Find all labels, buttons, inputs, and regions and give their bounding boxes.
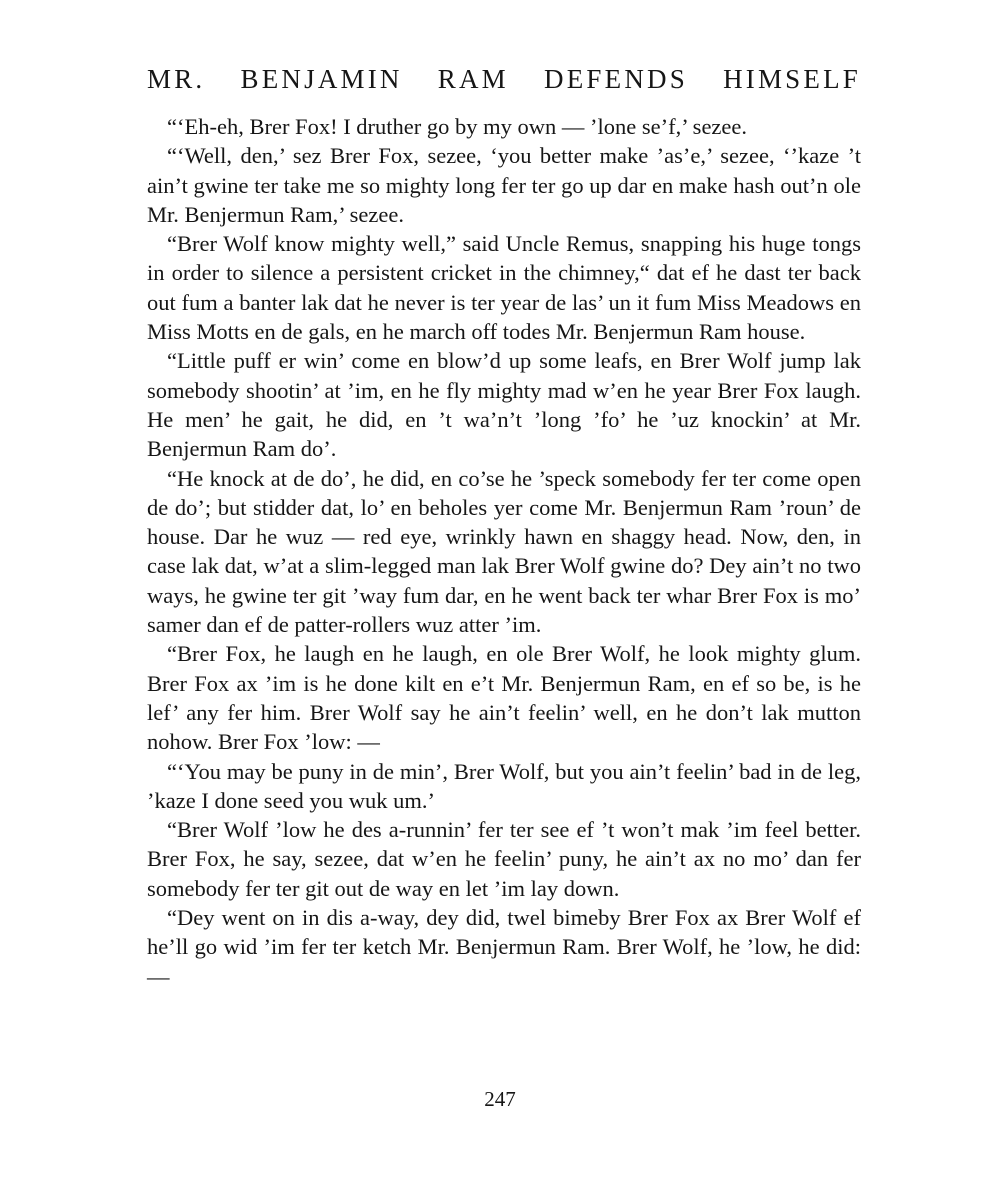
paragraph-5: “He knock at de do’, he did, en co’se he ’speck somebody fer ter come open de do’; but stidder dat, lo’ en beholes yer come Mr. Benjermun Ram ’roun’ de house. Dar he wuz — red eye, wrinkly hawn en shaggy head. Now, den, in case lak dat, w’at a slim-legged man lak Brer Wolf gwine do? Dey ain’t no two ways, he gwine ter git ’way fum dar, en he went back ter whar Brer Fox is mo’ samer dan ef de patter-rollers wuz atter ’im. — [147, 465, 861, 638]
running-head: MR. BENJAMIN RAM DEFENDS HIMSELF — [147, 64, 861, 94]
paragraph-4: “Little puff er win’ come en blow’d up some leafs, en Brer Wolf jump lak somebody shootin’ at ’im, en he fly mighty mad w’en he year Brer Fox laugh. He men’ he gait, he did, en ’t wa’n’t ’long ’fo’ he ’uz knockin’ at Mr. Benjermun Ram do’. — [147, 348, 861, 462]
paragraph-9: “Dey went on in dis a-way, dey did, twel bimeby Brer Fox ax Brer Wolf ef he’ll go wid ’im fer ter ketch Mr. Benjermun Ram. Brer Wolf, he ’low, he did: — — [147, 905, 861, 989]
page-body — [147, 60, 861, 991]
paragraph-2: “‘Well, den,’ sez Brer Fox, sezee, ‘you better make ’as’e,’ sezee, ‘’kaze ’t ain’t gwine ter take me so mighty long fer ter go up dar en make hash out’n ole Mr. Benjermun Ram,’ sezee. — [147, 143, 861, 227]
paragraph-3: “Brer Wolf know mighty well,” said Uncle Remus, snapping his huge tongs in order to silence a persistent cricket in the chimney,“ dat ef he dast ter back out fum a banter lak dat he never is ter year de las’ un it fum Miss Meadows en Miss Motts en de gals, en he march off todes Mr. Benjermun Ram house. — [147, 231, 861, 345]
body-text — [147, 112, 861, 991]
paragraph-7: “‘You may be puny in de min’, Brer Wolf, but you ain’t feelin’ bad in de leg, ’kaze I done seed you wuk um.’ — [147, 758, 861, 813]
page-number: 247 — [484, 1087, 516, 1111]
paragraph-1: “‘Eh-eh, Brer Fox! I druther go by my own — ’lone se’f,’ sezee. — [167, 114, 748, 139]
paragraph-6: “Brer Fox, he laugh en he laugh, en ole Brer Wolf, he look mighty glum. Brer Fox ax ’im is he done kilt en e’t Mr. Benjermun Ram, en ef so be, is he lef’ any fer him. Brer Wolf say he ain’t feelin’ well, en he don’t lak mutton nohow. Brer Fox ’low: — — [147, 641, 861, 755]
paragraph-8: “Brer Wolf ’low he des a-runnin’ fer ter see ef ’t won’t mak ’im feel better. Brer Fox, he say, sezee, dat w’en he feelin’ puny, he ain’t ax no mo’ dan fer somebody fer ter git out de way en let ’im lay down. — [147, 817, 861, 901]
